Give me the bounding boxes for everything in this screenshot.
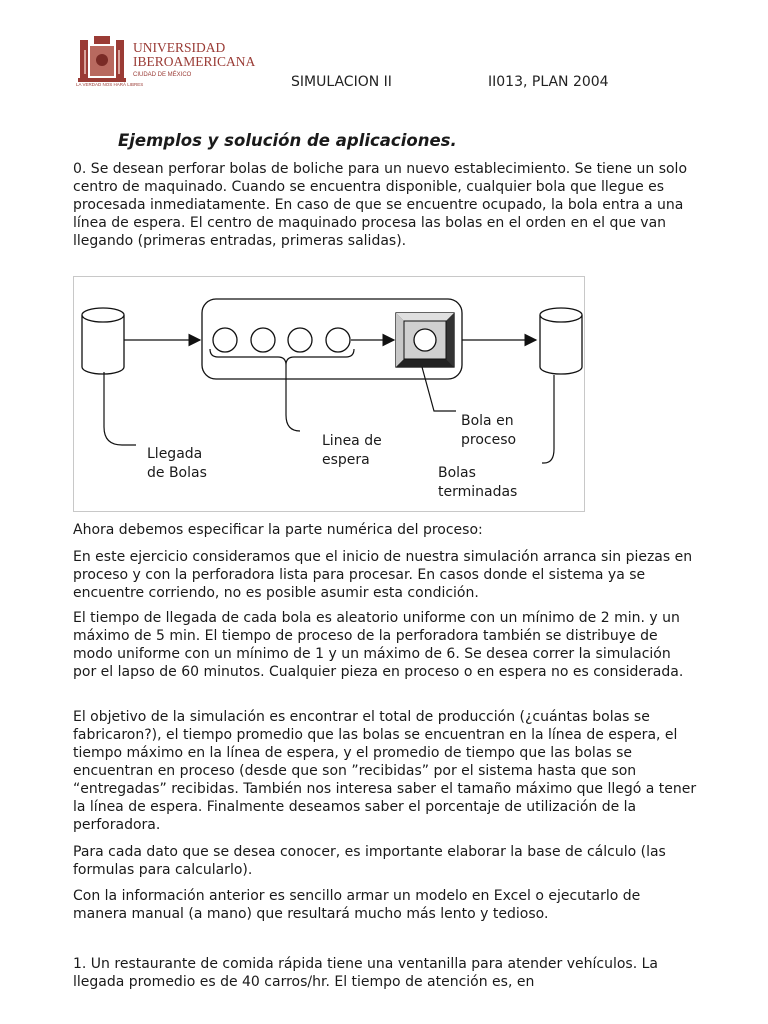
objective-paragraph: El objetivo de la simulación es encontrar el total de producción (¿cuántas bolas se fabricaron?), el tiempo promedio que las bolas se encuentran en la línea de espera, el tiempo máximo en la línea de espera, y el promedio de tiempo que las bolas se encuentran en proceso (desde que son ”recibidas” por el sistema hasta que son “entregadas” recibidas. También nos interesa saber el tamaño máximo que llegó a tener la línea de espera. Finalmente deseamos saber el porcentaje de utilización de la perforadora. xyxy=(73,709,697,833)
queued-ball-icon xyxy=(251,328,275,352)
queued-ball-icon xyxy=(288,328,312,352)
numeric-intro-paragraph: Ahora debemos especificar la parte numérica del proceso: xyxy=(73,522,483,538)
times-paragraph: El tiempo de llegada de cada bola es aleatorio uniforme con un mínimo de 2 min. y un máximo de 5 min. El tiempo de proceso de la perforadora también se distribuye de modo uniforme con un mínimo de 1 y un máximo de 6. Se desea correr la simulación por el lapso de 60 minutos. Cualquier pieza en proceso o en espera no es considerada. xyxy=(73,610,684,680)
university-crest-icon xyxy=(76,32,256,88)
model-paragraph: Con la información anterior es sencillo armar un modelo en Excel o ejecutarlo de manera manual (a mano) que resultará mucho más lento y tedioso. xyxy=(73,888,641,922)
course-name: SIMULACION II xyxy=(291,74,392,90)
arrival-label: Llegada de Bolas xyxy=(147,446,207,481)
queue-label: Linea de espera xyxy=(322,433,382,468)
intro-paragraph: 0. Se desean perforar bolas de boliche para un nuevo establecimiento. Se tiene un solo centro de maquinado. Cuando se encuentra disponible, cualquier bola que llegue es procesada inmediatamente. En caso de que se encuentre ocupado, la bola entra a una línea de espera. El centro de maquinado procesa las bolas en el orden en el que van llegando (primeras entradas, primeras salidas). xyxy=(73,161,688,249)
initial-condition-paragraph: En este ejercicio consideramos que el inicio de nuestra simulación arranca sin piezas en proceso y con la perforadora lista para procesar. En casos donde el sistema ya se encuentre corriendo, no es posible asumir esta condición. xyxy=(73,549,693,601)
exercise-1-paragraph: 1. Un restaurante de comida rápida tiene una ventanilla para atender vehículos. La llegada promedio es de 40 carros/hr. El tiempo de atención es, en xyxy=(73,956,659,990)
process-diagram xyxy=(73,276,585,512)
arrival-cylinder-icon xyxy=(82,308,124,374)
university-city: CIUDAD DE MÉXICO xyxy=(133,72,192,78)
university-name-line2: IBEROAMERICANA xyxy=(133,54,256,69)
university-name-line1: UNIVERSIDAD xyxy=(133,40,226,55)
finished-label: Bolas terminadas xyxy=(438,465,518,500)
course-code: II013, PLAN 2004 xyxy=(488,74,609,90)
machining-center-icon xyxy=(396,313,454,367)
finished-cylinder-icon xyxy=(540,308,582,374)
university-logo xyxy=(76,32,256,88)
university-motto: LA VERDAD NOS HARÁ LIBRES xyxy=(76,82,144,87)
queued-ball-icon xyxy=(213,328,237,352)
calculation-paragraph: Para cada dato que se desea conocer, es importante elaborar la base de cálculo (las formulas para calcularlo). xyxy=(73,844,666,878)
in-process-label: Bola en proceso xyxy=(461,413,517,448)
page-title: Ejemplos y solución de aplicaciones. xyxy=(118,131,457,150)
queued-ball-icon xyxy=(326,328,350,352)
